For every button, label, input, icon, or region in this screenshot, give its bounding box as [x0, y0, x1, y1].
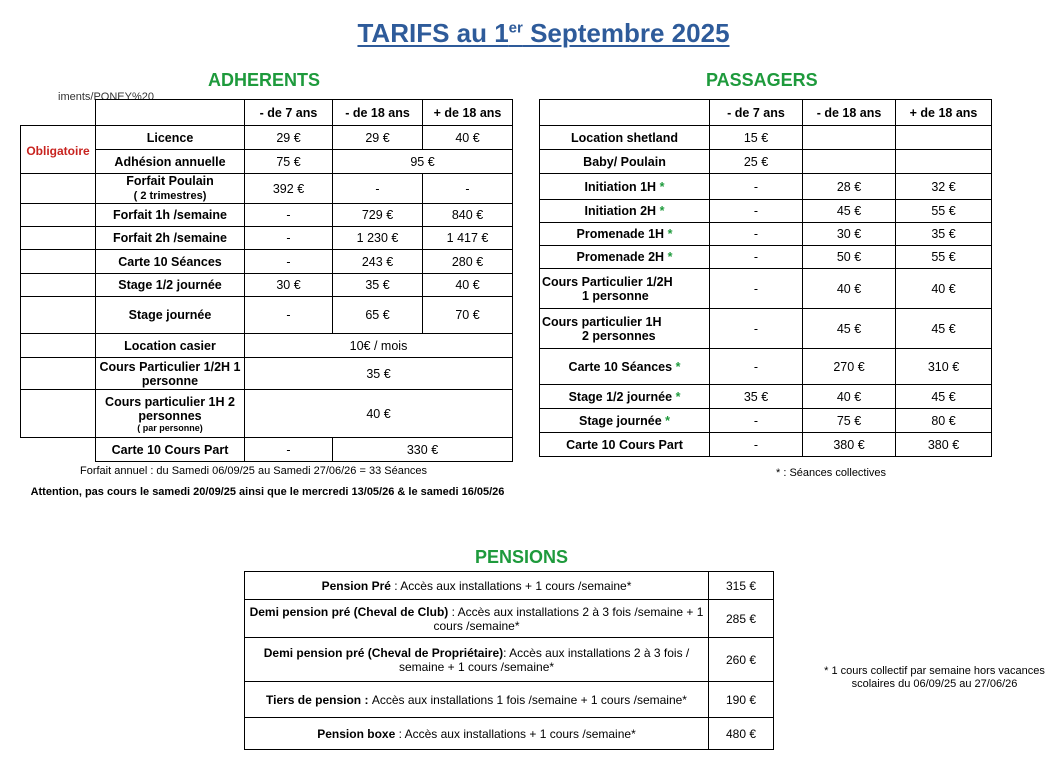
asterisk-mark: * — [667, 250, 673, 264]
passagers-table — [539, 99, 992, 457]
table-row: Demi pension pré (Cheval de Club) : Accès aux installations 2 à 3 fois /semaine + 1 cours /semaine* 285 € — [245, 600, 774, 638]
table-row: Pension Pré : Accès aux installations + 1 cours /semaine* 315 € — [245, 572, 774, 600]
table-row: Cours particulier 1H 2 personnes ( par personne) 40 € — [21, 390, 513, 438]
pension-price: 315 € — [709, 572, 774, 600]
table-row: Location shetland 15 € — [540, 126, 992, 150]
table-row: Cours Particulier 1/2H 1 personne - 40 € 40 € — [540, 269, 992, 309]
asterisk-mark: * — [667, 227, 673, 241]
col-header-under7: - de 7 ans — [710, 100, 803, 126]
table-row: Adhésion annuelle 75 € 95 € — [21, 150, 513, 174]
pension-price: 260 € — [709, 638, 774, 682]
pension-price: 190 € — [709, 682, 774, 718]
url-residue-text: iments/PONEY%20 — [58, 91, 154, 103]
table-row: Carte 10 Séances * - 270 € 310 € — [540, 349, 992, 385]
forfait-note: Forfait annuel : du Samedi 06/09/25 au Samedi 27/06/26 = 33 Séances — [80, 465, 428, 477]
pensions-table — [244, 571, 774, 750]
adherents-table — [20, 99, 513, 462]
table-row: Tiers de pension : Accès aux installations 1 fois /semaine + 1 cours /semaine* 190 € — [245, 682, 774, 718]
asterisk-mark: * — [675, 359, 681, 374]
table-row: Demi pension pré (Cheval de Propriétaire): Accès aux installations 2 à 3 fois / semaine + 1 cours /semaine* 260 € — [245, 638, 774, 682]
table-row: Carte 10 Séances - 243 € 280 € — [21, 250, 513, 274]
asterisk-mark: * — [659, 204, 665, 218]
asterisk-mark: * — [665, 413, 671, 428]
table-row: Cours Particulier 1/2H 1 personne 35 € — [21, 358, 513, 390]
table-row: Initiation 1H * - 28 € 32 € — [540, 174, 992, 200]
col-header-under18: - de 18 ans — [333, 100, 423, 126]
pensions-note: * 1 cours collectif par semaine hors vacances scolaires du 06/09/25 au 27/06/26 — [824, 665, 1045, 690]
table-row: Forfait 1h /semaine - 729 € 840 € — [21, 204, 513, 227]
seances-note: * : Séances collectives — [776, 467, 887, 479]
adherents-header-row — [21, 100, 513, 126]
obligatoire-label: Obligatoire — [21, 126, 96, 174]
table-row: Baby/ Poulain 25 € — [540, 150, 992, 174]
asterisk-mark: * — [675, 389, 681, 404]
table-row: Stage journée * - 75 € 80 € — [540, 409, 992, 433]
table-row: Forfait Poulain ( 2 trimestres) 392 € - - — [21, 174, 513, 204]
table-row: Promenade 2H * - 50 € 55 € — [540, 246, 992, 269]
col-header-over18: + de 18 ans — [423, 100, 513, 126]
adherents-heading: ADHERENTS — [208, 70, 321, 90]
table-row: Stage 1/2 journée * 35 € 40 € 45 € — [540, 385, 992, 409]
pensions-heading: PENSIONS — [475, 547, 569, 567]
table-row: Promenade 1H * - 30 € 35 € — [540, 223, 992, 246]
col-header-under7: - de 7 ans — [245, 100, 333, 126]
table-row: Location casier 10€ / mois — [21, 334, 513, 358]
page-title: TARIFS au 1er Septembre 2025 — [357, 18, 730, 48]
table-row: Initiation 2H * - 45 € 55 € — [540, 200, 992, 223]
table-row: Obligatoire Licence 29 € 29 € 40 € — [21, 126, 513, 150]
table-row: Pension boxe : Accès aux installations + 1 cours /semaine* 480 € — [245, 718, 774, 750]
asterisk-mark: * — [659, 179, 665, 194]
table-row: Cours particulier 1H 2 personnes - 45 € 45 € — [540, 309, 992, 349]
table-row: Stage 1/2 journée 30 € 35 € 40 € — [21, 274, 513, 297]
attention-note: Attention, pas cours le samedi 20/09/25 ainsi que le mercredi 13/05/26 & le samedi 16/05/26 — [30, 486, 505, 498]
pension-price: 285 € — [709, 600, 774, 638]
pension-price: 480 € — [709, 718, 774, 750]
passagers-heading: PASSAGERS — [706, 70, 818, 90]
table-row: Carte 10 Cours Part - 330 € — [21, 438, 513, 462]
col-header-over18: + de 18 ans — [896, 100, 992, 126]
table-row: Carte 10 Cours Part - 380 € 380 € — [540, 433, 992, 457]
passagers-header-row — [540, 100, 992, 126]
table-row: Stage journée - 65 € 70 € — [21, 297, 513, 334]
col-header-under18: - de 18 ans — [803, 100, 896, 126]
table-row: Forfait 2h /semaine - 1 230 € 1 417 € — [21, 227, 513, 250]
